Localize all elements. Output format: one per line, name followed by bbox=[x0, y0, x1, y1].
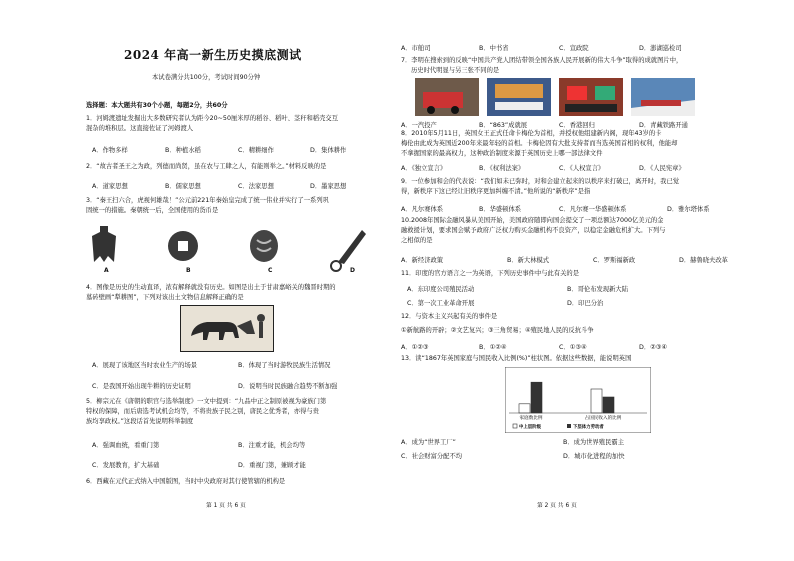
q1-option-b[interactable]: B．种植水稻 bbox=[165, 147, 201, 154]
legend-swatch-0 bbox=[513, 424, 517, 428]
q2-option-b[interactable]: B．儒家思想 bbox=[165, 183, 201, 190]
q8-text: 8．2010年5月11日，英国女王正式任命卡梅伦为首相，并授权他组建新内阁，现年43岁的卡 bbox=[401, 130, 662, 137]
q12-text: 12．与资本主义兴起有关的事件是 bbox=[401, 313, 498, 320]
q4-option-d[interactable]: D．说明当时民族融合趋势不断加强 bbox=[238, 383, 338, 390]
q6-option-c[interactable]: C．宣政院 bbox=[559, 45, 589, 52]
q11-option-b[interactable]: B．哥伦布发现新大陆 bbox=[567, 286, 628, 293]
q12-option-c[interactable]: C．①③④ bbox=[559, 344, 587, 351]
truck-photo-icon bbox=[415, 78, 479, 116]
q11-text: 11．印度的官方语言之一为英语，下列历史事件中与此有关的是 bbox=[401, 270, 580, 277]
knife-coin-icon bbox=[331, 230, 366, 271]
legend-swatch-1 bbox=[567, 424, 571, 428]
coin-label-d[interactable]: D bbox=[350, 267, 355, 274]
q2-option-d[interactable]: D．墨家思想 bbox=[310, 183, 347, 190]
page-footer-1: 第 1 页 共 6 页 bbox=[206, 503, 246, 509]
q1-text-2: 混杂的堆积层。这直接佐证了河姆渡人 bbox=[86, 125, 194, 132]
q10-option-b[interactable]: B．新大林模式 bbox=[507, 257, 550, 264]
q12-option-b[interactable]: B．①②④ bbox=[479, 344, 507, 351]
q9-option-c[interactable]: C．凡尔赛一华盛顿体系 bbox=[559, 206, 627, 213]
q3-text-2: 固统一的措施。秦朝统一后，全国使用的货币是 bbox=[86, 207, 219, 214]
page-footer-2: 第 2 页 共 6 页 bbox=[537, 503, 577, 509]
q13-option-b[interactable]: B．成为世界殖民霸主 bbox=[563, 439, 624, 446]
q8-text-3: 不拿握国家的最高权力，这种政治制度来源于英国历史上哪一部法律文件 bbox=[401, 150, 603, 157]
plowing-mural-image bbox=[180, 305, 274, 352]
hongkong-photo-icon bbox=[559, 78, 623, 116]
section-heading: 选择题：本大题共有30个小题，每题2分，共60分 bbox=[86, 102, 228, 109]
q4-option-b[interactable]: B．体现了当时游牧民族生活情况 bbox=[238, 362, 331, 369]
chart-category-label-0: 家庭数比例 bbox=[519, 416, 543, 421]
page-2 bbox=[397, 0, 794, 561]
chart-frame bbox=[505, 367, 651, 433]
income-bar-chart bbox=[505, 367, 651, 433]
q1-text: 1．河姆渡遗址发掘出大多数研究者认为距今20~50厘米厚的稻谷、稻叶、茎秆和稻壳交互 bbox=[86, 115, 338, 122]
q5-text: 5．柳宗元在《唐朝的职官与选举制度》一文中提到：“九品中正之制原被视为豪族门第 bbox=[86, 398, 327, 405]
q11-option-d[interactable]: D．印巴分治 bbox=[567, 300, 604, 307]
q10-text-2: 融救援计划，要求国会赋予政府广泛权力购买金融机构不良资产，以稳定金融危机扩大。下列与 bbox=[401, 227, 666, 234]
q11-option-c[interactable]: C．第一次工业革命开展 bbox=[407, 300, 475, 307]
q10-text: 10.2008年国际金融风暴从美国开始，美国政府随即向国会提交了一项总额达7000亿美元的金 bbox=[401, 217, 664, 224]
q4-option-c[interactable]: C．是我国开始出现牛耕的历史证明 bbox=[92, 383, 191, 390]
spade-coin-icon bbox=[92, 226, 116, 262]
q9-option-b[interactable]: B．华盛顿体系 bbox=[479, 206, 522, 213]
chart-category-label-1: 占国民收入的比例 bbox=[584, 416, 622, 421]
q7-text: 7．李明在搜索到的反映“中国共产党人团结带领全国各族人民开展新的伟大斗争”取得的成就图片中， bbox=[401, 57, 683, 64]
q9-text-2: 得，新秩序下这已经让旧秩序更加纠缠不清。”他所说的“新秩序”是指 bbox=[401, 188, 591, 195]
q8-text-2: 梅伦由此成为英国近200年来最年轻的首相。卡梅伦因有大批支持者而当选英国首相的权利，他能却 bbox=[401, 140, 678, 147]
q1-option-a[interactable]: A．作物多样 bbox=[92, 147, 128, 154]
q7-text-2: 历史时代明显与另三张不同的是 bbox=[411, 67, 500, 74]
q5-text-3: 族均享政权。”这段话首先说明科举制度 bbox=[86, 418, 194, 425]
q8-option-a[interactable]: A．《独立宣言》 bbox=[401, 165, 447, 172]
q6-text: 6．西藏在元代正式纳入中国版图，当时中央政府对其行使管辖的机构是 bbox=[86, 478, 286, 485]
coin-label-b[interactable]: B bbox=[186, 267, 191, 274]
q2-option-a[interactable]: A．道家思想 bbox=[92, 183, 128, 190]
q12-text-2: ①新航路的开辟；②文艺复兴；③三角贸易；④殖民地人民的反抗斗争 bbox=[401, 327, 594, 334]
q12-option-d[interactable]: D．②③④ bbox=[639, 344, 668, 351]
coin-label-c[interactable]: C bbox=[268, 267, 273, 274]
q2-option-c[interactable]: C．法家思想 bbox=[238, 183, 274, 190]
q10-text-3: 之相似的是 bbox=[401, 237, 433, 244]
q3-text: 3．“秦王扫六合，虎视何雄哉！”公元前221年秦始皇完成了统一伟业并实行了一系列巩 bbox=[86, 197, 329, 204]
shell-coin-icon bbox=[250, 230, 278, 262]
bar-0-1 bbox=[591, 389, 602, 413]
q6-option-a[interactable]: A．市舶司 bbox=[401, 45, 431, 52]
q12-option-a[interactable]: A．①②③ bbox=[401, 344, 429, 351]
q6-option-d[interactable]: D．澎湖巡检司 bbox=[639, 45, 682, 52]
q9-option-d[interactable]: D．雅尔塔体系 bbox=[667, 206, 710, 213]
bar-0-0 bbox=[519, 404, 530, 413]
q1-option-c[interactable]: C．精耕细作 bbox=[238, 147, 274, 154]
q13-option-a[interactable]: A．成为“世界工厂” bbox=[401, 439, 456, 446]
q2-text: 2．“故古者圣王之为政，列德而尚贤，虽在农与工肆之人，有能则举之。”材料反映的是 bbox=[86, 163, 327, 170]
q5-option-d[interactable]: D．重视门第，兼顾才能 bbox=[238, 462, 306, 469]
bar-1-0 bbox=[531, 382, 542, 413]
q10-option-a[interactable]: A．新经济政策 bbox=[401, 257, 444, 264]
q13-option-d[interactable]: D．城市化进程的加快 bbox=[563, 453, 625, 460]
exhibition-photo-icon bbox=[487, 78, 551, 116]
q9-option-a[interactable]: A．凡尔赛体系 bbox=[401, 206, 444, 213]
q4-option-a[interactable]: A．展现了该地区当时农业生产的场景 bbox=[92, 362, 198, 369]
q7-option-c[interactable]: C．香港回归 bbox=[559, 122, 595, 129]
q5-option-a[interactable]: A．强调血统，看重门第 bbox=[92, 442, 160, 449]
q13-text: 13．读“1867年英国家庭与国民收入比例(%)”柱状图。依据这些数据，能说明英国 bbox=[401, 355, 632, 362]
q11-option-a[interactable]: A．东印度公司殖民活动 bbox=[407, 286, 475, 293]
banliang-coin-icon bbox=[168, 231, 198, 261]
q8-option-d[interactable]: D．《人民宪章》 bbox=[639, 165, 685, 172]
q10-option-d[interactable]: D．赫鲁晓夫改革 bbox=[679, 257, 728, 264]
q8-option-b[interactable]: B．《权利法案》 bbox=[479, 165, 525, 172]
q8-option-c[interactable]: C．《人权宣言》 bbox=[559, 165, 605, 172]
q5-text-2: 特权的保障，而后唐选考试机会均等，不将贵族子民之别，唐民之优秀者，亦得与贵 bbox=[86, 408, 319, 415]
exam-subtitle: 本试卷满分共100分，考试时间90分钟 bbox=[152, 74, 261, 81]
q7-option-b[interactable]: B．“863”成就展 bbox=[479, 122, 528, 129]
q4-text-2: 墓砖壁画“犁耕图”，下列对该出土文物信息解释正确的是 bbox=[86, 294, 244, 301]
railway-photo-icon bbox=[631, 78, 695, 116]
coin-label-a[interactable]: A bbox=[104, 267, 109, 274]
exam-title: 2024 年高一新生历史摸底测试 bbox=[124, 48, 302, 62]
q9-text: 9．一位参加和会的代表说：“我们如未已弥时，对和会建立起来的以秩序来打破已，离开时，我已觉 bbox=[401, 178, 680, 185]
q10-option-c[interactable]: C．罗斯福新政 bbox=[593, 257, 636, 264]
q7-option-d[interactable]: D．青藏铁路开通 bbox=[639, 122, 688, 129]
q5-option-b[interactable]: B．注重才能，机会均等 bbox=[238, 442, 306, 449]
q4-text: 4．图像是历史的生动直译，浓有解释就没有历史。如图是出土于甘肃嘉峪关的魏晋时期的 bbox=[86, 284, 336, 291]
legend-label-1: 下层体力劳动者 bbox=[573, 425, 604, 430]
q6-option-b[interactable]: B．中书省 bbox=[479, 45, 509, 52]
q5-option-c[interactable]: C．发展教育，扩大基础 bbox=[92, 462, 160, 469]
legend-label-0: 中上层阶级 bbox=[519, 425, 541, 430]
q13-option-c[interactable]: C．社会财富分配不均 bbox=[401, 453, 463, 460]
q7-photos bbox=[415, 78, 695, 116]
q1-option-d[interactable]: D．集体耕作 bbox=[310, 147, 347, 154]
bar-1-1 bbox=[603, 397, 614, 413]
q7-option-a[interactable]: A．一汽投产 bbox=[401, 122, 437, 129]
coin-images bbox=[86, 218, 372, 276]
